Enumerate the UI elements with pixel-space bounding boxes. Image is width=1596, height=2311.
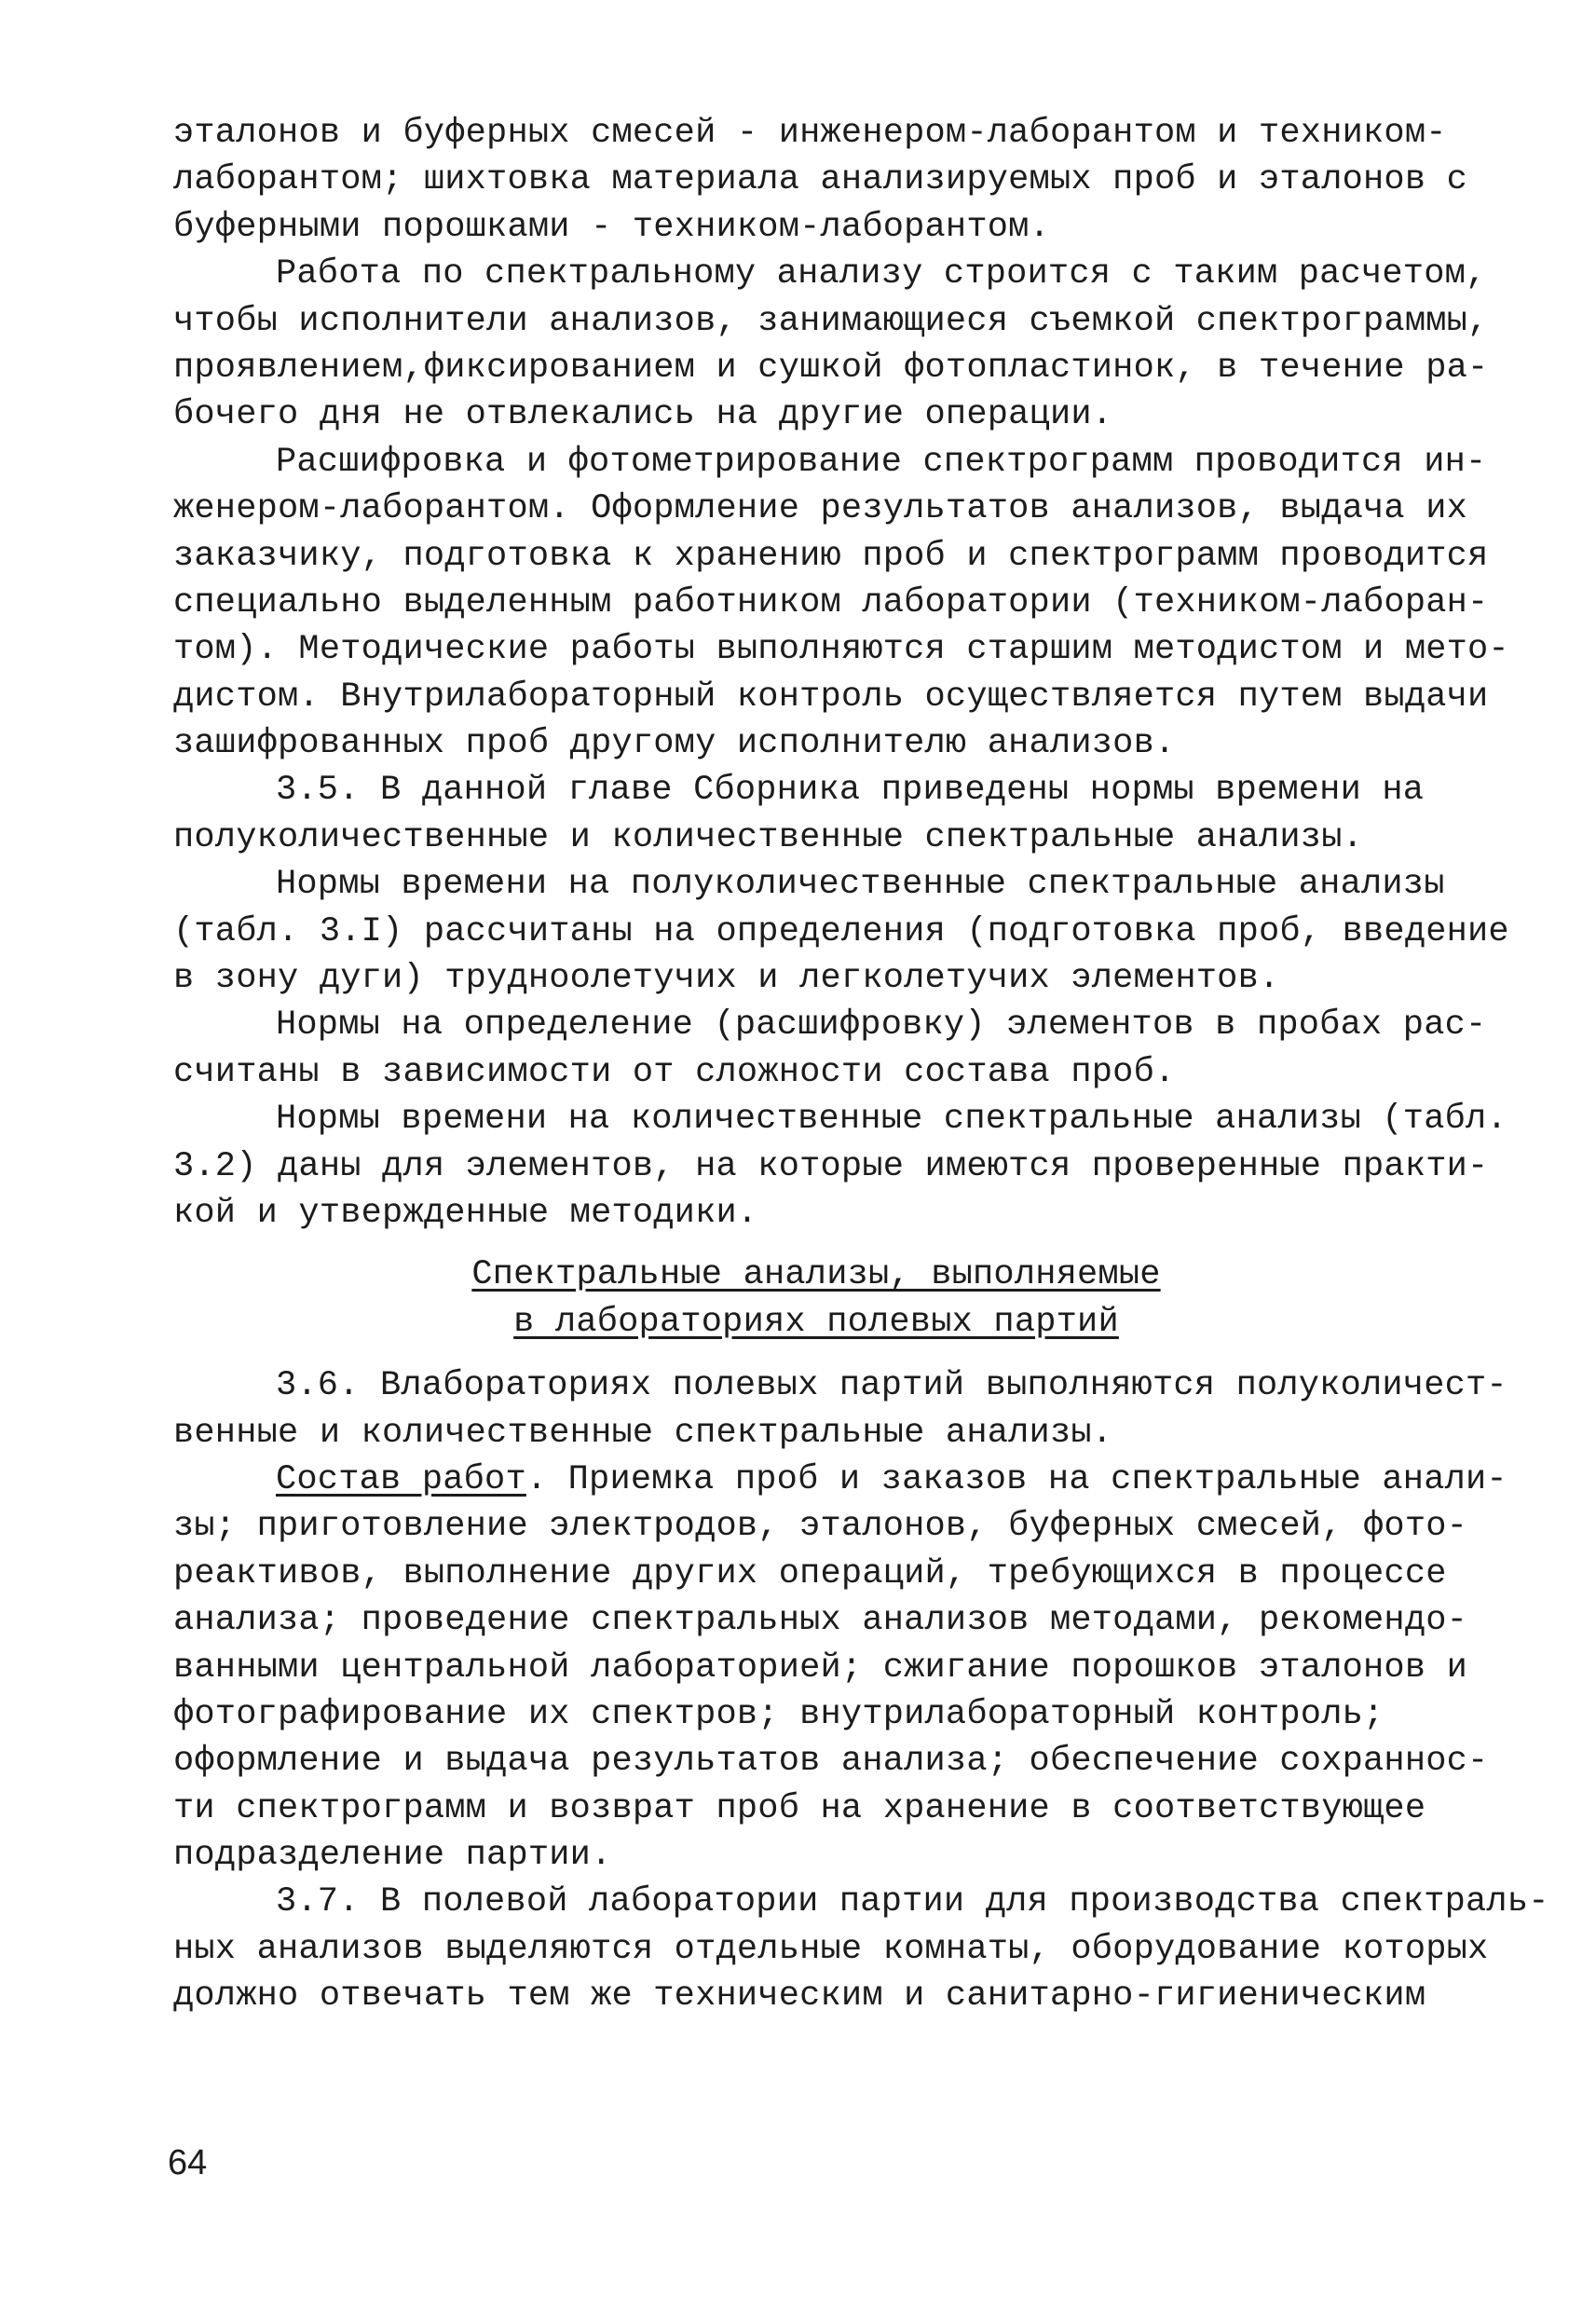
- paragraph-line: ных анализов выделяются отдельные комнаты, оборудование которых: [173, 1929, 1489, 1969]
- paragraph-line: фотографирование их спектров; внутрилабораторный контроль;: [173, 1694, 1385, 1734]
- paragraph-line: ванными центральной лабораторией; сжигание порошков эталонов и: [173, 1648, 1468, 1688]
- page-number: 64: [168, 2143, 208, 2182]
- paragraph-line: (табл. 3.I) рассчитаны на определения (подготовка проб, введение: [173, 911, 1509, 951]
- paragraph-line: полуколичественные и количественные спектральные анализы.: [173, 817, 1364, 857]
- paragraph-line: Расшифровка и фотометрирование спектрограмм проводится ин-: [276, 442, 1487, 482]
- sostav-rabot-label: Состав работ: [276, 1459, 526, 1499]
- paragraph-sostav-rabot: [173, 1456, 1507, 1880]
- paragraph-line: считаны в зависимости от сложности состава проб.: [173, 1052, 1176, 1092]
- paragraph-line: анализа; проведение спектральных анализов методами, рекомендо-: [173, 1601, 1468, 1641]
- section-heading-line-1: Спектральные анализы, выполняемые: [471, 1255, 1161, 1295]
- paragraph-3-6: [173, 1362, 1507, 1456]
- paragraph-line: лаборантом; шихтовка материала анализируемых проб и эталонов с: [173, 160, 1468, 200]
- paragraph-line: том). Методические работы выполняются старшим методистом и мето-: [173, 630, 1509, 670]
- paragraph-line: венные и количественные спектральные анализы.: [173, 1413, 1113, 1453]
- paragraph-line: 3.6. Влабораториях полевых партий выполняются полуколичест-: [276, 1366, 1507, 1406]
- section-heading: [173, 1251, 1459, 1346]
- top-block: [173, 110, 1509, 1237]
- paragraph-line: оформление и выдача результатов анализа; обеспечение сохраннос-: [173, 1742, 1489, 1782]
- paragraph-line: Нормы времени на полуколичественные спектральные анализы: [276, 865, 1445, 905]
- paragraph-line: подразделение партии.: [173, 1836, 612, 1876]
- paragraph-line: специально выделенным работником лаборатории (техником-лаборан-: [173, 582, 1489, 622]
- paragraph-line: кой и утвержденные методики.: [173, 1193, 758, 1233]
- page-body: [173, 110, 1549, 2020]
- paragraph-line: реактивов, выполнение других операций, требующихся в процессе: [173, 1553, 1447, 1593]
- paragraph-line: зы; приготовление электродов, эталонов, буферных смесей, фото-: [173, 1507, 1468, 1547]
- paragraph-line: 3.7. В полевой лаборатории партии для производства спектраль-: [276, 1882, 1549, 1922]
- paragraph-line: женером-лаборантом. Оформление результатов анализов, выдача их: [173, 489, 1468, 529]
- section-heading-line-2: в лабораториях полевых партий: [513, 1302, 1119, 1342]
- paragraph-line: зашифрованных проб другому исполнителю анализов.: [173, 724, 1176, 764]
- paragraph-line: должно отвечать тем же техническим и санитарно-гигиеническим: [173, 1976, 1426, 2017]
- paragraph-3-7: [173, 1879, 1549, 2019]
- paragraph-line: Нормы времени на количественные спектральные анализы (табл.: [276, 1100, 1507, 1140]
- paragraph-line: проявлением,фиксированием и сушкой фотопластинок, в течение ра-: [173, 348, 1489, 388]
- sostav-rabot-text: . Приемка проб и заказов на спектральные анали-: [525, 1459, 1507, 1499]
- paragraph-line: дистом. Внутрилабораторный контроль осуществляется путем выдачи: [173, 677, 1489, 717]
- paragraph-line: буферными порошками - техником-лаборантом.: [173, 207, 1050, 247]
- paragraph-line: Работа по спектральному анализу строится с таким расчетом,: [276, 254, 1487, 294]
- paragraph-line: Нормы на определение (расшифровку) элементов в пробах рас-: [276, 1005, 1487, 1046]
- paragraph-line: в зону дуги) трудноолетучих и легколетучих элементов.: [173, 959, 1280, 999]
- paragraph-line: 3.2) даны для элементов, на которые имеются проверенные практи-: [173, 1146, 1489, 1186]
- paragraph-line: бочего дня не отвлекались на другие операции.: [173, 395, 1113, 435]
- paragraph-line: ти спектрограмм и возврат проб на хранение в соответствующее: [173, 1788, 1426, 1828]
- paragraph-line: 3.5. В данной главе Сборника приведены нормы времени на: [276, 771, 1425, 811]
- paragraph-line: эталонов и буферных смесей - инженером-лаборантом и техником-: [173, 114, 1447, 153]
- paragraph-line: [173, 1456, 1507, 1503]
- paragraph-line: заказчику, подготовка к хранению проб и спектрограмм проводится: [173, 536, 1489, 576]
- sostav-rabot-continuation: [173, 1503, 1489, 1879]
- paragraph-line: чтобы исполнители анализов, занимающиеся съемкой спектрограммы,: [173, 301, 1489, 341]
